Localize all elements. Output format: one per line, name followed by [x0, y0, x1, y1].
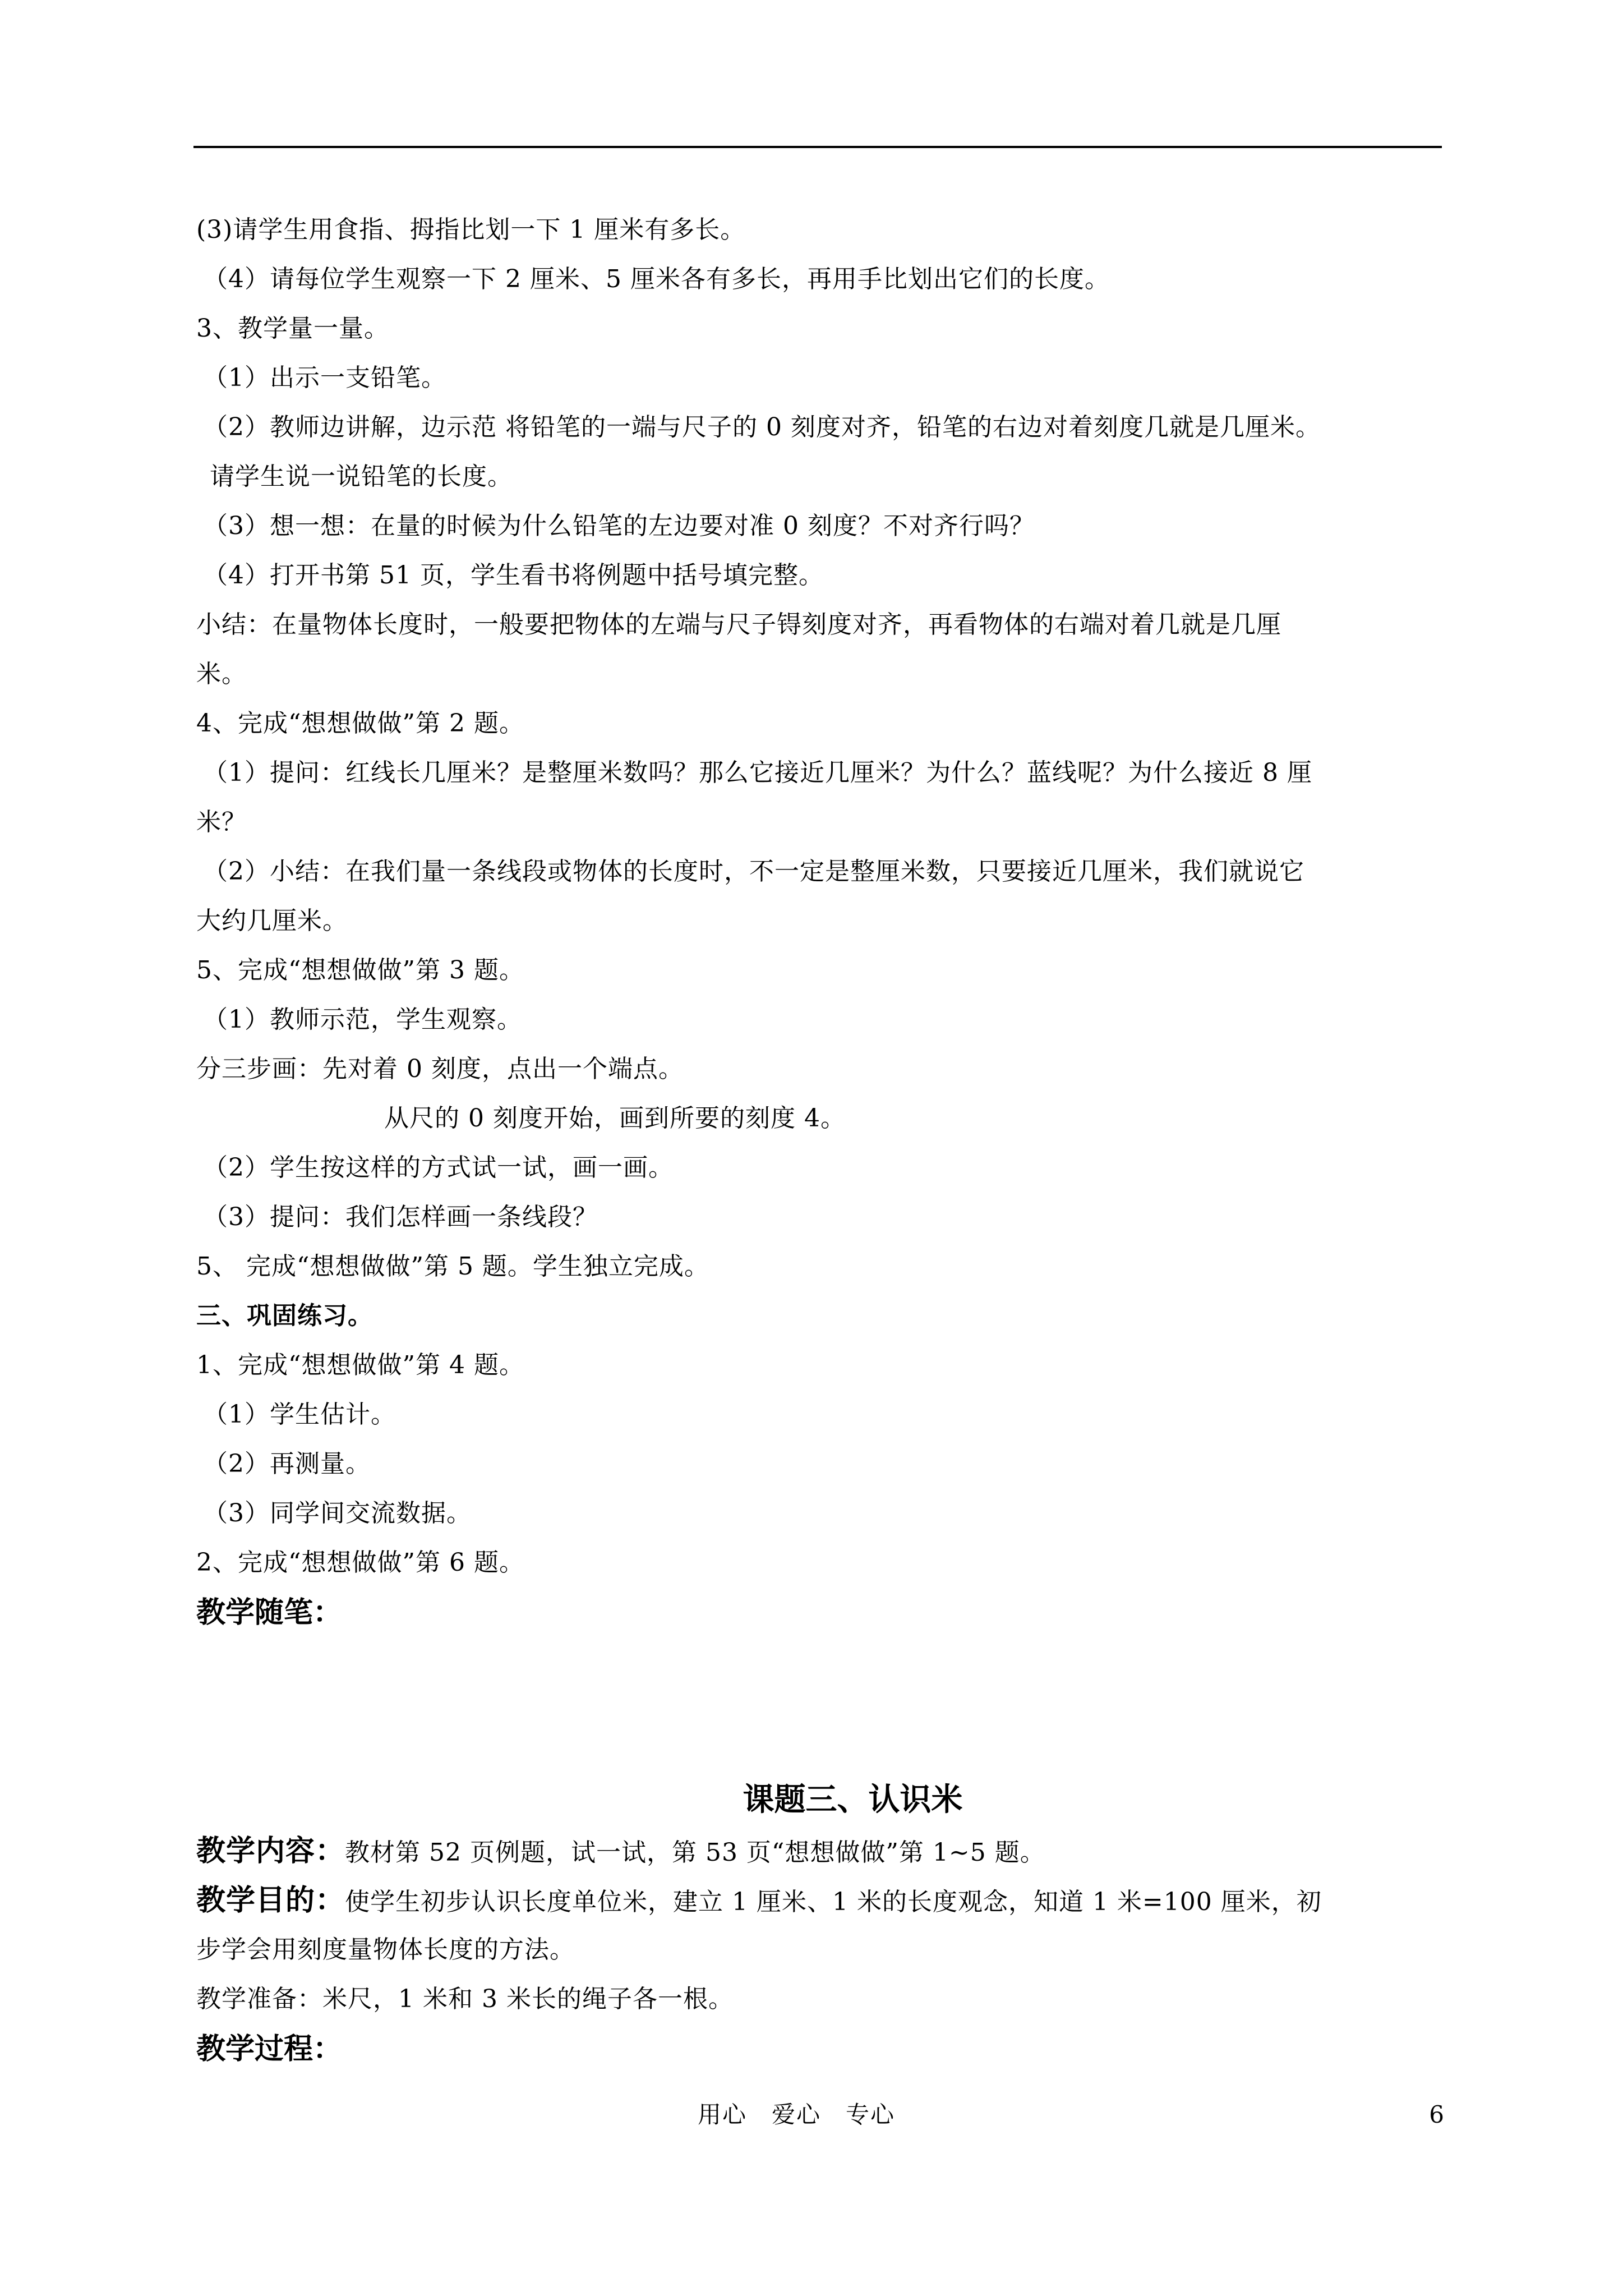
- prep-line: 教学准备：米尺，1 米和 3 米长的绳子各一根。: [196, 1985, 734, 2013]
- text-line: 米？: [196, 808, 247, 836]
- process-heading: 教学过程：: [196, 2032, 343, 2066]
- text-line: 2、完成“想想做做”第 6 题。: [196, 1548, 524, 1577]
- text-line: 米。: [196, 660, 247, 688]
- text-line: （1）学生估计。: [203, 1400, 396, 1429]
- text-line: （2）小结：在我们量一条线段或物体的长度时，不一定是整厘米数，只要接近几厘米，我们就说它: [203, 857, 1304, 886]
- blank-space: [196, 1638, 1442, 1773]
- text-line: 请学生说一说铅笔的长度。: [210, 462, 513, 491]
- header-rule: [193, 146, 1442, 148]
- section-heading: 三、巩固练习。: [196, 1301, 373, 1330]
- text-line: 从尺的 0 刻度开始，画到所要的刻度 4。: [384, 1104, 846, 1133]
- text-line: （2）学生按这样的方式试一试，画一画。: [203, 1153, 674, 1182]
- goal-text: 使学生初步认识长度单位米，建立 1 厘米、1 米的长度观念，知道 1 米=100 厘米，初: [345, 1888, 1322, 1916]
- text-line: 分三步画：先对着 0 刻度，点出一个端点。: [196, 1055, 684, 1083]
- text-line: 大约几厘米。: [196, 907, 348, 935]
- text-line: （3）提问：我们怎样画一条线段？: [203, 1203, 598, 1231]
- text-line: （4）请每位学生观察一下 2 厘米、5 厘米各有多长，再用手比划出它们的长度。: [203, 265, 1110, 293]
- text-line: 4、完成“想想做做”第 2 题。: [196, 709, 524, 738]
- text-line: （4）打开书第 51 页，学生看书将例题中括号填完整。: [203, 561, 824, 590]
- text-line: （1）出示一支铅笔。: [203, 364, 446, 392]
- text-line: 5、完成“想想做做”第 3 题。: [196, 956, 524, 984]
- text-line: （1）教师示范，学生观察。: [203, 1005, 522, 1034]
- page-number: 6: [1429, 2101, 1444, 2128]
- text-line: （2）教师边讲解，边示范 将铅笔的一端与尺子的 0 刻度对齐，铅笔的右边对着刻度几就是几厘米。: [203, 413, 1321, 441]
- text-line: 小结：在量物体长度时，一般要把物体的左端与尺子锝刻度对齐，再看物体的右端对着几就是几厘: [196, 610, 1281, 639]
- notes-heading: 教学随笔：: [196, 1595, 343, 1630]
- text-line: （1）提问：红线长几厘米？是整厘米数吗？那么它接近几厘米？为什么？蓝线呢？为什么接近 8 厘: [203, 758, 1312, 787]
- text-line: 步学会用刻度量物体长度的方法。: [196, 1935, 575, 1964]
- lesson-title: 课题三、认识米: [743, 1781, 963, 1818]
- content-label: 教学内容：: [196, 1834, 345, 1868]
- content-text: 教材第 52 页例题，试一试，第 53 页“想想做做”第 1~5 题。: [345, 1838, 1045, 1867]
- text-line: 1、完成“想想做做”第 4 题。: [196, 1351, 524, 1379]
- text-line: (3)请学生用食指、拇指比划一下 1 厘米有多长。: [196, 215, 746, 244]
- content-line: [196, 1826, 1442, 1876]
- document-body: [196, 205, 1442, 2074]
- footer-motto: 用心 爱心 专心: [697, 2101, 895, 2128]
- text-line: （3）想一想：在量的时候为什么铅笔的左边要对准 0 刻度？不对齐行吗？: [203, 512, 1035, 540]
- text-line: （3）同学间交流数据。: [203, 1499, 472, 1527]
- goal-line: [196, 1876, 1442, 1925]
- text-line: 5、 完成“想想做做”第 5 题。学生独立完成。: [196, 1252, 709, 1281]
- goal-label: 教学目的：: [196, 1883, 345, 1917]
- text-line: 3、教学量一量。: [196, 314, 389, 343]
- text-line: （2）再测量。: [203, 1450, 371, 1478]
